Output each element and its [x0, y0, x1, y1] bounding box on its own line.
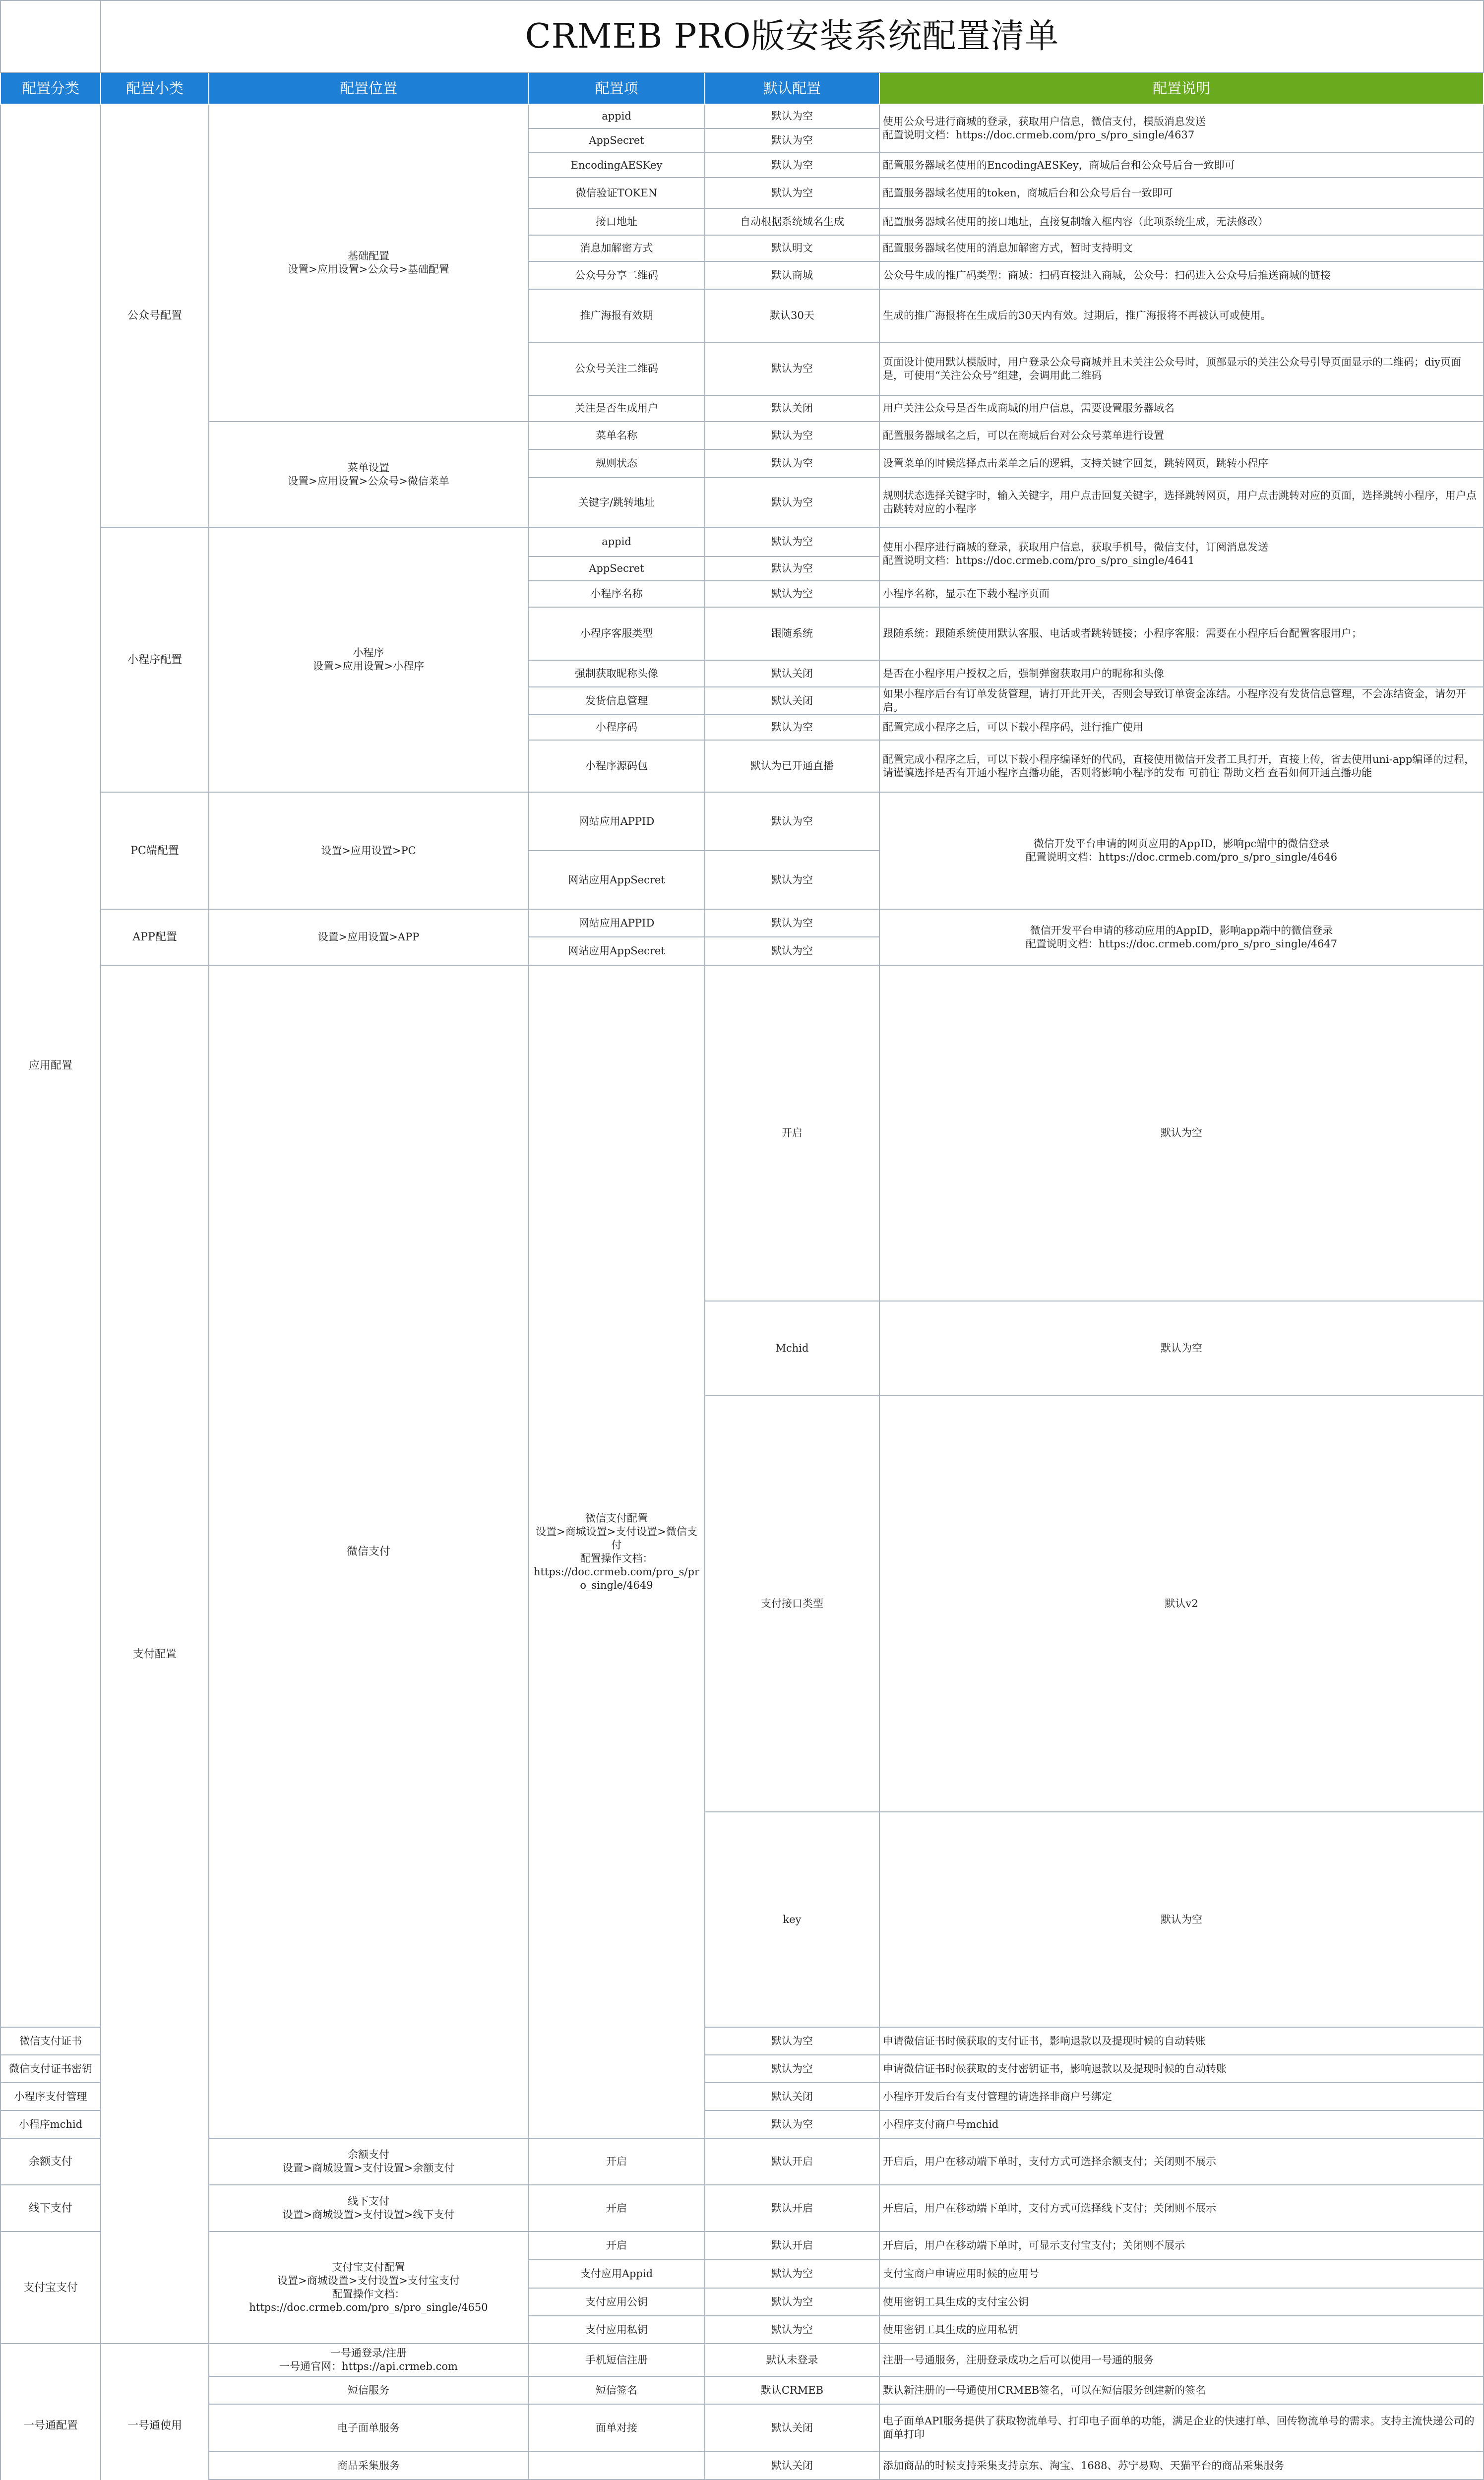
default-value-cell: 默认为空: [705, 128, 879, 153]
description-cell: 配置完成小程序之后，可以下载小程序码，进行推广使用: [879, 715, 1484, 740]
table-row: [0, 909, 1484, 937]
description-cell: 配置完成小程序之后，可以下载小程序编译好的代码，直接使用微信开发者工具打开，直接上传，省去使用uni-app编译的过程，请谨慎选择是否有开通小程序直播功能，否则将影响小程序的发布 可前往 帮助文档 查看如何开通直播功能: [879, 740, 1484, 792]
table-row: [0, 965, 1484, 1301]
description-cell: 使用小程序进行商城的登录，获取用户信息，获取手机号，微信支付，订阅消息发送 配置说明文档：https://doc.crmeb.com/pro_s/pro_single/4641: [879, 527, 1484, 581]
table-row: [0, 2232, 1484, 2260]
header-item: 配置项: [528, 72, 705, 104]
config-item-cell: [528, 2452, 705, 2480]
location-cell: 一号通登录/注册 一号通官网：https://api.crmeb.com: [209, 2344, 528, 2376]
config-item-cell: 手机短信注册: [528, 2344, 705, 2376]
subcategory-cell: PC端配置: [101, 792, 209, 909]
subcategory-cell: 余额支付: [0, 2138, 101, 2185]
config-item-cell: 开启: [528, 2185, 705, 2232]
default-value-cell: 默认为已开通直播: [705, 740, 879, 792]
description-cell: 用户关注公众号是否生成商城的用户信息，需要设置服务器域名: [879, 395, 1484, 422]
description-cell: 微信开发平台申请的移动应用的AppID，影响app端中的微信登录 配置说明文档：https://doc.crmeb.com/pro_s/pro_single/4647: [879, 909, 1484, 965]
default-value-cell: 默认30天: [705, 289, 879, 342]
location-cell: 电子面单服务: [209, 2404, 528, 2452]
description-cell: 开启后，用户在移动端下单时，可显示支付宝支付；关闭则不展示: [879, 2232, 1484, 2260]
default-value-cell: 默认为空: [705, 422, 879, 449]
config-item-cell: 支付应用私钥: [528, 2316, 705, 2344]
description-cell: 使用密钥工具生成的应用私钥: [879, 2316, 1484, 2344]
default-value-cell: 自动根据系统域名生成: [705, 208, 879, 235]
header-default: 默认配置: [705, 72, 879, 104]
default-value-cell: 默认为空: [705, 2260, 879, 2288]
default-value-cell: 默认关闭: [705, 395, 879, 422]
subcategory-cell: 公众号配置: [101, 104, 209, 527]
config-item-cell: EncodingAESKey: [528, 153, 705, 178]
table-row: [0, 527, 1484, 557]
config-item-cell: 公众号关注二维码: [528, 342, 705, 395]
description-cell: 使用公众号进行商城的登录，获取用户信息，微信支付，模版消息发送 配置说明文档：https://doc.crmeb.com/pro_s/pro_single/4637: [879, 104, 1484, 153]
config-item-cell: 公众号分享二维码: [528, 261, 705, 289]
default-value-cell: 默认关闭: [705, 2083, 879, 2110]
table-row: [0, 2138, 1484, 2185]
location-cell: 余额支付 设置>商城设置>支付设置>余额支付: [209, 2138, 528, 2185]
description-cell: 设置菜单的时候选择点击菜单之后的逻辑，支持关键字回复，跳转网页，跳转小程序: [879, 449, 1484, 478]
default-value-cell: 默认明文: [705, 235, 879, 261]
location-cell: 线下支付 设置>商城设置>支付设置>线下支付: [209, 2185, 528, 2232]
subcategory-cell: 小程序配置: [101, 527, 209, 792]
description-cell: 小程序名称，显示在下载小程序页面: [879, 581, 1484, 607]
description-cell: 申请微信证书时候获取的支付密钥证书，影响退款以及提现时候的自动转账: [879, 2055, 1484, 2083]
category-cell: 应用配置: [0, 104, 101, 2027]
config-item-cell: 发货信息管理: [528, 687, 705, 715]
page-title: CRMEB PRO版安装系统配置清单: [101, 0, 1484, 72]
description-cell: 使用密钥工具生成的支付宝公钥: [879, 2288, 1484, 2316]
table-row: [0, 792, 1484, 851]
config-item-cell: 面单对接: [528, 2404, 705, 2452]
location-cell: 支付宝支付配置 设置>商城设置>支付设置>支付宝支付 配置操作文档： https://doc.crmeb.com/pro_s/pro_single/4650: [209, 2232, 528, 2344]
default-value-cell: 默认为空: [705, 937, 879, 965]
config-item-cell: 关注是否生成用户: [528, 395, 705, 422]
subcategory-cell: 一号通使用: [101, 2344, 209, 2480]
description-cell: 配置服务器域名使用的token，商城后台和公众号后台一致即可: [879, 178, 1484, 208]
config-item-cell: 网站应用APPID: [528, 909, 705, 937]
location-cell: 菜单设置 设置>应用设置>公众号>微信菜单: [209, 422, 528, 527]
location-cell: 基础配置 设置>应用设置>公众号>基础配置: [209, 104, 528, 422]
default-value-cell: 默认为空: [705, 792, 879, 851]
default-value-cell: 跟随系统: [705, 607, 879, 660]
header-description: 配置说明: [879, 72, 1484, 104]
default-value-cell: 默认为空: [705, 557, 879, 581]
table-row: [0, 2452, 1484, 2480]
category-cell: 一号通配置: [0, 2344, 101, 2480]
default-value-cell: 默认为空: [705, 2316, 879, 2344]
description-cell: 微信开发平台申请的网页应用的AppID，影响pc端中的微信登录 配置说明文档：https://doc.crmeb.com/pro_s/pro_single/4646: [879, 792, 1484, 909]
table-row: [0, 2344, 1484, 2376]
config-item-cell: 小程序码: [528, 715, 705, 740]
config-item-cell: appid: [528, 104, 705, 128]
default-value-cell: 默认CRMEB: [705, 2376, 879, 2404]
config-item-cell: appid: [528, 527, 705, 557]
config-item-cell: Mchid: [705, 1301, 879, 1396]
description-cell: 注册一号通服务，注册登录成功之后可以使用一号通的服务: [879, 2344, 1484, 2376]
config-item-cell: 微信验证TOKEN: [528, 178, 705, 208]
config-item-cell: 关键字/跳转地址: [528, 478, 705, 527]
description-cell: 支付宝商户申请应用时候的应用号: [879, 2260, 1484, 2288]
table-row: [0, 422, 1484, 449]
location-cell: 设置>应用设置>PC: [209, 792, 528, 909]
description-cell: 配置服务器域名之后，可以在商城后台对公众号菜单进行设置: [879, 422, 1484, 449]
default-value-cell: 默认为空: [879, 965, 1484, 1301]
table-row: [0, 2376, 1484, 2404]
config-item-cell: 开启: [528, 2138, 705, 2185]
subcategory-cell: APP配置: [101, 909, 209, 965]
config-item-cell: 开启: [528, 2232, 705, 2260]
default-value-cell: 默认为空: [705, 2288, 879, 2316]
config-item-cell: 支付应用公钥: [528, 2288, 705, 2316]
config-item-cell: AppSecret: [528, 557, 705, 581]
subcategory-cell: 微信支付: [209, 965, 528, 2138]
default-value-cell: 默认为空: [705, 153, 879, 178]
description-cell: 电子面单API服务提供了获取物流单号、打印电子面单的功能，满足企业的快速打单、回传物流单号的需求。支持主流快递公司的面单打印: [879, 2404, 1484, 2452]
location-cell: 微信支付配置 设置>商城设置>支付设置>微信支付 配置操作文档： https://doc.crmeb.com/pro_s/pro_single/4649: [528, 965, 705, 2138]
location-cell: 短信服务: [209, 2376, 528, 2404]
default-value-cell: 默认商城: [705, 261, 879, 289]
description-cell: 规则状态选择关键字时，输入关键字，用户点击回复关键字，选择跳转网页，用户点击跳转对应的页面，选择跳转小程序，用户点击跳转对应的小程序: [879, 478, 1484, 527]
config-item-cell: 小程序客服类型: [528, 607, 705, 660]
description-cell: 配置服务器域名使用的消息加解密方式，暂时支持明文: [879, 235, 1484, 261]
description-cell: 跟随系统：跟随系统使用默认客服、电话或者跳转链接；小程序客服：需要在小程序后台配置客服用户；: [879, 607, 1484, 660]
config-item-cell: 网站应用AppSecret: [528, 937, 705, 965]
config-item-cell: 接口地址: [528, 208, 705, 235]
default-value-cell: 默认为空: [705, 342, 879, 395]
description-cell: 配置服务器域名使用的EncodingAESKey，商城后台和公众号后台一致即可: [879, 153, 1484, 178]
table-row: [0, 2185, 1484, 2232]
description-cell: 公众号生成的推广码类型：商城：扫码直接进入商城，公众号：扫码进入公众号后推送商城的链接: [879, 261, 1484, 289]
config-item-cell: 小程序源码包: [528, 740, 705, 792]
config-item-cell: 强制获取昵称头像: [528, 660, 705, 687]
default-value-cell: 默认为空: [705, 104, 879, 128]
default-value-cell: 默认为空: [705, 527, 879, 557]
default-value-cell: 默认为空: [705, 715, 879, 740]
description-cell: 默认新注册的一号通使用CRMEB签名，可以在短信服务创建新的签名: [879, 2376, 1484, 2404]
default-value-cell: 默认为空: [705, 449, 879, 478]
default-value-cell: 默认为空: [705, 178, 879, 208]
config-item-cell: 推广海报有效期: [528, 289, 705, 342]
default-value-cell: 默认关闭: [705, 2404, 879, 2452]
default-value-cell: 默认为空: [879, 1812, 1484, 2027]
default-value-cell: 默认为空: [705, 581, 879, 607]
description-cell: 小程序开发后台有支付管理的请选择非商户号绑定: [879, 2083, 1484, 2110]
config-item-cell: 网站应用AppSecret: [528, 851, 705, 909]
default-value-cell: 默认为空: [705, 2110, 879, 2138]
description-cell: 如果小程序后台有订单发货管理，请打开此开关，否则会导致订单资金冻结。小程序没有发货信息管理，不会冻结资金，请勿开启。: [879, 687, 1484, 715]
description-cell: 页面设计使用默认模版时，用户登录公众号商城并且未关注公众号时，顶部显示的关注公众号引导页面显示的二维码；diy页面是，可使用“关注公众号”组建，会调用此二维码: [879, 342, 1484, 395]
default-value-cell: 默认v2: [879, 1396, 1484, 1812]
header-subcategory: 配置小类: [101, 72, 209, 104]
config-item-cell: 消息加解密方式: [528, 235, 705, 261]
subcategory-cell: 线下支付: [0, 2185, 101, 2232]
config-item-cell: 菜单名称: [528, 422, 705, 449]
subcategory-cell: 支付宝支付: [0, 2232, 101, 2344]
default-value-cell: 默认为空: [705, 2055, 879, 2083]
config-item-cell: 网站应用APPID: [528, 792, 705, 851]
default-value-cell: 默认为空: [879, 1301, 1484, 1396]
default-value-cell: 默认开启: [705, 2232, 879, 2260]
table-row: [0, 104, 1484, 128]
config-item-cell: 支付应用Appid: [528, 2260, 705, 2288]
header-location: 配置位置: [209, 72, 528, 104]
config-item-cell: 短信签名: [528, 2376, 705, 2404]
default-value-cell: 默认关闭: [705, 2452, 879, 2480]
default-value-cell: 默认关闭: [705, 687, 879, 715]
config-item-cell: 小程序支付管理: [0, 2083, 101, 2110]
config-item-cell: 开启: [705, 965, 879, 1301]
default-value-cell: 默认开启: [705, 2185, 879, 2232]
config-item-cell: 小程序mchid: [0, 2110, 101, 2138]
config-item-cell: AppSecret: [528, 128, 705, 153]
description-cell: 配置服务器域名使用的接口地址，直接复制输入框内容（此项系统生成，无法修改）: [879, 208, 1484, 235]
description-cell: 开启后，用户在移动端下单时，支付方式可选择余额支付；关闭则不展示: [879, 2138, 1484, 2185]
config-item-cell: 支付接口类型: [705, 1396, 879, 1812]
category-cell: 支付配置: [101, 965, 209, 2344]
default-value-cell: 默认为空: [705, 478, 879, 527]
description-cell: 添加商品的时候支持采集支持京东、淘宝、1688、苏宁易购、天猫平台的商品采集服务: [879, 2452, 1484, 2480]
default-value-cell: 默认未登录: [705, 2344, 879, 2376]
description-cell: 是否在小程序用户授权之后，强制弹窗获取用户的昵称和头像: [879, 660, 1484, 687]
location-cell: 商品采集服务: [209, 2452, 528, 2480]
default-value-cell: 默认为空: [705, 909, 879, 937]
description-cell: 小程序支付商户号mchid: [879, 2110, 1484, 2138]
default-value-cell: 默认为空: [705, 2027, 879, 2055]
description-cell: 申请微信证书时候获取的支付证书，影响退款以及提现时候的自动转账: [879, 2027, 1484, 2055]
header-category: 配置分类: [0, 72, 101, 104]
default-value-cell: 默认开启: [705, 2138, 879, 2185]
config-item-cell: 微信支付证书: [0, 2027, 101, 2055]
default-value-cell: 默认关闭: [705, 660, 879, 687]
description-cell: 生成的推广海报将在生成后的30天内有效。过期后，推广海报将不再被认可或使用。: [879, 289, 1484, 342]
config-item-cell: 规则状态: [528, 449, 705, 478]
location-cell: 设置>应用设置>APP: [209, 909, 528, 965]
table-row: [0, 2404, 1484, 2452]
default-value-cell: 默认为空: [705, 851, 879, 909]
config-item-cell: key: [705, 1812, 879, 2027]
location-cell: 小程序 设置>应用设置>小程序: [209, 527, 528, 792]
config-item-cell: 小程序名称: [528, 581, 705, 607]
config-item-cell: 微信支付证书密钥: [0, 2055, 101, 2083]
description-cell: 开启后，用户在移动端下单时，支付方式可选择线下支付；关闭则不展示: [879, 2185, 1484, 2232]
